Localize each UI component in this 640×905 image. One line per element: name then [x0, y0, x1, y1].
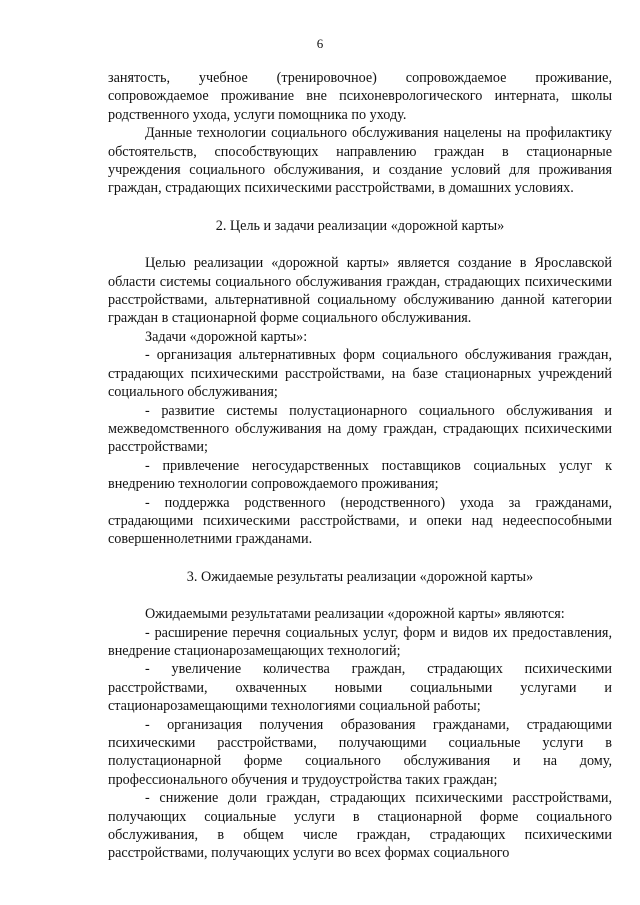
paragraph-goal: Целью реализации «дорожной карты» является создание в Ярославской области системы социального обслуживания граждан, страдающих психическими расстройствами, альтернативной социальному обслуживанию данной категории граждан в стационарной форме социального обслуживания.	[108, 255, 612, 327]
list-item-task: - поддержка родственного (неродственного) ухода за гражданами, страдающими психическими расстройствами, и опеки над недееспособными совершеннолетними гражданами.	[108, 494, 612, 548]
list-item-task: - организация альтернативных форм социального обслуживания граждан, страдающих психическими расстройствами, на базе стационарных учреждений социального обслуживания;	[108, 347, 612, 401]
list-item-result: - организация получения образования гражданами, страдающими психическими расстройствами, получающими социальные услуги в полустационарной форме социального обслуживания и на дому, профессионального обучения и трудоустройства таких граждан;	[108, 716, 612, 788]
document-body	[108, 69, 612, 863]
section-heading-results: 3. Ожидаемые результаты реализации «дорожной карты»	[186, 568, 534, 585]
list-item-result: - расширение перечня социальных услуг, форм и видов их предоставления, внедрение стационарозамещающих технологий;	[108, 624, 612, 659]
list-item-result: - снижение доли граждан, страдающих психическими расстройствами, получающих социальные услуги в стационарной форме социального обслуживания, в общем числе граждан, страдающих психическими расстройствами, получающих услуги во всех формах социального	[108, 790, 612, 862]
list-item-result: - увеличение количества граждан, страдающих психическими расстройствами, охваченных новыми социальными услугами и стационарозамещающими технологиями социальной работы;	[108, 661, 612, 715]
list-item-task: - привлечение негосударственных поставщиков социальных услуг к внедрению технологии сопровождаемого проживания;	[108, 457, 612, 493]
page-number: 6	[316, 36, 324, 51]
paragraph-technologies: Данные технологии социального обслуживания нацелены на профилактику обстоятельств, способствующих направлению граждан в стационарные учреждения социального обслуживания, и создание условий для проживания граждан, страдающих психическими расстройствами, в домашних условиях.	[108, 125, 612, 197]
paragraph-tasks-intro: Задачи «дорожной карты»:	[145, 328, 308, 345]
list-item-task: - развитие системы полустационарного социального обслуживания и межведомственного обслуживания на дому граждан, страдающих психическими расстройствами;	[108, 402, 612, 456]
paragraph-continuation: занятость, учебное (тренировочное) сопровождаемое проживание, сопровождаемое проживание вне психоневрологического интерната, школы родственного ухода, услуги помощника по уходу.	[108, 70, 612, 123]
paragraph-results-intro: Ожидаемыми результатами реализации «дорожной карты» являются:	[145, 606, 565, 623]
section-heading-goals: 2. Цель и задачи реализации «дорожной карты»	[215, 217, 505, 234]
